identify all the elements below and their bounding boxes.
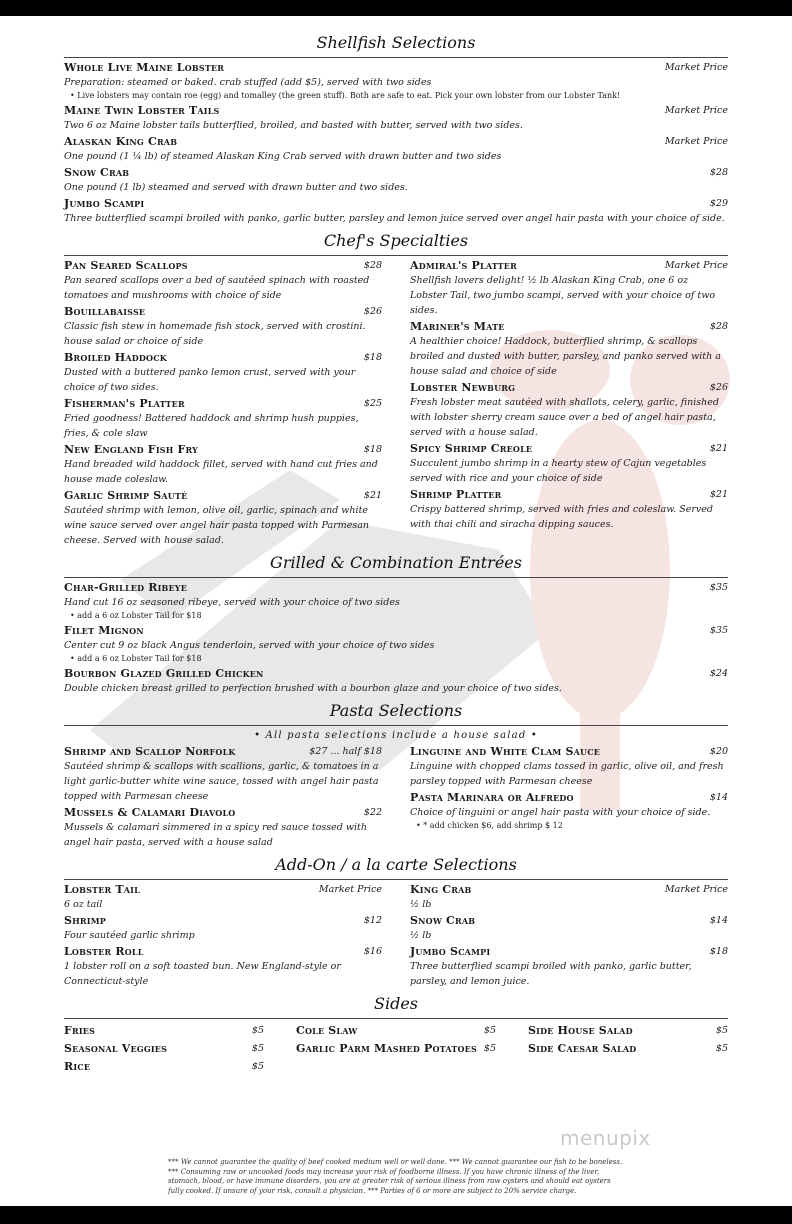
menu-item	[64, 806, 382, 850]
menupix-watermark: menupix	[560, 1126, 651, 1150]
item-name: Broiled Haddock	[64, 351, 167, 364]
item-name: Admiral's Platter	[410, 259, 517, 272]
sides-section-title: Sides	[374, 994, 418, 1013]
item-price: $26	[363, 306, 382, 317]
item-price: Market Price	[664, 884, 728, 895]
item-description: Two 6 oz Maine lobster tails butterflied, broiled, and basted with butter, served with two sides.	[64, 120, 523, 131]
menu-item	[64, 914, 382, 943]
item-description: Dusted with a buttered panko lemon crust, served with your choice of two sides.	[64, 367, 356, 393]
item-price: Market Price	[664, 136, 728, 147]
menu-item	[64, 945, 382, 989]
menu-item	[410, 883, 728, 912]
addon-section-title: Add-On / a la carte Selections	[275, 855, 517, 874]
item-description: Shellfish lovers delight! ½ lb Alaskan King Crab, one 6 oz Lobster Tail, two jumbo scampi, served with your choice of two sides.	[410, 275, 716, 316]
footer-disclaimer: *** We cannot guarantee the quality of beef cooked medium well or well done. *** We cannot guarantee our fish to be boneless. *** Consuming raw or uncooked foods may increase your risk of foodborne illness. If you have chronic illness of the liver, stomach, blood, or have immune disorders, you are at greater risk of serious illness from raw oysters and should eat oysters fully cooked. If unsure of your risk, consult a physician. *** Parties of 6 or more are subject to 20% service charge.	[168, 1158, 623, 1195]
item-name: Pasta Marinara or Alfredo	[410, 791, 574, 804]
menu-item	[64, 667, 728, 696]
item-description: Crispy battered shrimp, served with fries and coleslaw. Served with thai chili and siracha dipping sauces.	[410, 504, 713, 530]
item-note: • * add chicken $6, add shrimp $ 12	[416, 821, 563, 830]
menu-item	[410, 945, 728, 989]
pasta-columns	[64, 745, 728, 852]
item-name: Linguine and White Clam Sauce	[410, 745, 601, 758]
sides-column-1	[64, 1022, 264, 1076]
pasta-right-column	[410, 745, 728, 852]
item-price: $24	[709, 668, 728, 679]
grilled-section-title: Grilled & Combination Entrées	[270, 553, 522, 572]
section-divider	[64, 577, 728, 578]
grilled-list	[64, 581, 728, 696]
item-description: Hand breaded wild haddock fillet, served with hand cut fries and house made coleslaw.	[64, 459, 378, 485]
item-description: Linguine with chopped clams tossed in garlic, olive oil, and fresh parsley topped with Parmesan cheese	[410, 761, 724, 787]
section-divider	[64, 879, 728, 880]
item-name: Snow Crab	[410, 914, 476, 927]
item-description: ½ lb	[410, 899, 432, 910]
menu-item	[64, 61, 728, 102]
item-price: $18	[709, 946, 728, 957]
menu-item	[410, 488, 728, 532]
side-item	[528, 1022, 728, 1040]
menu-item	[410, 914, 728, 943]
item-price: $5	[715, 1043, 728, 1054]
menu-item	[64, 259, 382, 303]
item-price: $5	[251, 1061, 264, 1072]
item-price: $22	[363, 807, 382, 818]
item-description: Double chicken breast grilled to perfection brushed with a bourbon glaze and your choice of two sides.	[64, 683, 562, 694]
item-name: Lobster Tail	[64, 883, 140, 896]
item-name: Filet Mignon	[64, 624, 144, 637]
menu-item	[64, 745, 382, 804]
shellfish-list	[64, 61, 728, 226]
item-price: $18	[363, 352, 382, 363]
item-name: Alaskan King Crab	[64, 135, 178, 148]
item-description: ½ lb	[410, 930, 432, 941]
item-name: Char-Grilled Ribeye	[64, 581, 187, 594]
item-name: Garlic Shrimp Sauté	[64, 489, 188, 502]
section-divider	[64, 1018, 728, 1019]
item-price: $5	[251, 1025, 264, 1036]
item-name: Seasonal Veggies	[64, 1042, 168, 1055]
item-price: $5	[715, 1025, 728, 1036]
item-price: $35	[709, 582, 728, 593]
side-item	[64, 1058, 264, 1076]
item-description: 1 lobster roll on a soft toasted bun. New England-style or Connecticut-style	[64, 961, 341, 987]
item-price: $12	[363, 915, 382, 926]
item-price: $14	[709, 792, 728, 803]
item-price: $5	[483, 1043, 496, 1054]
menu-item	[64, 883, 382, 912]
item-name: Fries	[64, 1024, 96, 1037]
sides-column-3	[528, 1022, 728, 1076]
menu-item	[64, 166, 728, 195]
item-name: Shrimp	[64, 914, 106, 927]
menu-item	[410, 442, 728, 486]
item-description: Pan seared scallops over a bed of sautéed spinach with roasted tomatoes and mushrooms with choice of side	[64, 275, 370, 301]
item-name: Mariner's Mate	[410, 320, 505, 333]
addon-right-column	[410, 883, 728, 991]
item-description: Hand cut 16 oz seasoned ribeye, served with your choice of two sides	[64, 597, 400, 608]
item-name: King Crab	[410, 883, 472, 896]
item-description: One pound (1 lb) steamed and served with drawn butter and two sides.	[64, 182, 408, 193]
chefs-left-column	[64, 259, 382, 550]
item-price: $5	[251, 1043, 264, 1054]
shellfish-section-title: Shellfish Selections	[316, 33, 476, 52]
menu-item	[64, 489, 382, 548]
menu-item	[64, 104, 728, 133]
item-description: Mussels & calamari simmered in a spicy red sauce tossed with angel hair pasta, served with a house salad	[64, 822, 367, 848]
item-name: Snow Crab	[64, 166, 130, 179]
item-name: Whole Live Maine Lobster	[64, 61, 225, 74]
item-price: Market Price	[664, 62, 728, 73]
side-item	[528, 1040, 728, 1058]
item-note: • add a 6 oz Lobster Tail for $18	[70, 654, 202, 663]
item-description: Preparation: steamed or baked. crab stuffed (add $5), served with two sides	[64, 77, 432, 88]
menu-item	[410, 381, 728, 440]
item-price: $21	[709, 443, 728, 454]
side-item	[296, 1040, 496, 1058]
item-price: $21	[363, 490, 382, 501]
item-price: $29	[709, 198, 728, 209]
item-note: • Live lobsters may contain roe (egg) and tomalley (the green stuff). Both are safe to eat. Pick your own lobster from our Lobster Tank!	[70, 91, 621, 100]
item-price: $25	[363, 398, 382, 409]
item-description: Classic fish stew in homemade fish stock, served with crostini. house salad or choice of side	[64, 321, 366, 347]
item-note: • add a 6 oz Lobster Tail for $18	[70, 611, 202, 620]
item-name: Lobster Roll	[64, 945, 144, 958]
item-price: $27 ... half $18	[309, 746, 382, 757]
pasta-section-title: Pasta Selections	[329, 701, 463, 720]
menu-item	[64, 443, 382, 487]
item-price: $14	[709, 915, 728, 926]
menu-item	[64, 197, 728, 226]
item-name: Mussels & Calamari Diavolo	[64, 806, 236, 819]
item-description: 6 oz tail	[64, 899, 103, 910]
menu-item	[64, 581, 728, 622]
side-item	[64, 1040, 264, 1058]
section-divider	[64, 57, 728, 58]
item-description: Center cut 9 oz black Angus tenderloin, served with your choice of two sides	[64, 640, 435, 651]
pasta-left-column	[64, 745, 382, 852]
item-price: $26	[709, 382, 728, 393]
item-price: $16	[363, 946, 382, 957]
item-name: Spicy Shrimp Creole	[410, 442, 533, 455]
item-price: $21	[709, 489, 728, 500]
item-name: Fisherman's Platter	[64, 397, 185, 410]
item-price: $28	[709, 321, 728, 332]
menu-item	[410, 320, 728, 379]
item-price: $20	[709, 746, 728, 757]
item-name: Shrimp and Scallop Norfolk	[64, 745, 236, 758]
item-name: Jumbo Scampi	[410, 945, 491, 958]
menu-item	[64, 397, 382, 441]
section-divider	[64, 255, 728, 256]
item-price: $28	[709, 167, 728, 178]
item-description: One pound (1 ¼ lb) of steamed Alaskan King Crab served with drawn butter and two sides	[64, 151, 502, 162]
item-name: Side Caesar Salad	[528, 1042, 637, 1055]
item-name: New England Fish Fry	[64, 443, 199, 456]
item-price: $5	[483, 1025, 496, 1036]
menu-item	[410, 259, 728, 318]
item-description: Fresh lobster meat sautéed with shallots, celery, garlic, finished with lobster sherry cream sauce over a bed of angel hair pasta, served with a house salad.	[410, 397, 719, 438]
section-divider	[64, 725, 728, 726]
item-description: A healthier choice! Haddock, butterflied shrimp, & scallops broiled and dusted with butter, parsley, and panko served with a house salad and choice of side	[410, 336, 721, 377]
item-name: Jumbo Scampi	[64, 197, 145, 210]
chefs-columns	[64, 259, 728, 550]
sides-columns	[64, 1022, 728, 1076]
item-description: Choice of linguini or angel hair pasta with your choice of side.	[410, 807, 711, 818]
item-description: Three butterflied scampi broiled with panko, garlic butter, parsley and lemon juice served over angel hair pasta with your choice of side.	[64, 213, 725, 224]
item-name: Bourbon Glazed Grilled Chicken	[64, 667, 264, 680]
chefs-right-column	[410, 259, 728, 550]
item-price: $18	[363, 444, 382, 455]
pasta-salad-note: • All pasta selections include a house salad •	[254, 730, 538, 741]
item-name: Rice	[64, 1060, 91, 1073]
item-description: Four sautéed garlic shrimp	[64, 930, 195, 941]
item-name: Cole Slaw	[296, 1024, 358, 1037]
item-name: Bouillabaisse	[64, 305, 146, 318]
item-price: Market Price	[318, 884, 382, 895]
item-description: Sautéed shrimp & scallops with scallions, garlic, & tomatoes in a light garlic-butter white wine sauce, tossed with angel hair pasta topped with Parmesan cheese	[64, 761, 379, 802]
item-name: Side House Salad	[528, 1024, 633, 1037]
item-name: Maine Twin Lobster Tails	[64, 104, 220, 117]
item-price: Market Price	[664, 260, 728, 271]
menu-item	[64, 624, 728, 665]
side-item	[296, 1022, 496, 1040]
item-name: Pan Seared Scallops	[64, 259, 188, 272]
item-price: $35	[709, 625, 728, 636]
top-black-bar	[0, 0, 792, 16]
item-description: Sautéed shrimp with lemon, olive oil, garlic, spinach and white wine sauce served over angel hair pasta topped with Parmesan cheese. Served with house salad.	[64, 505, 370, 546]
addon-left-column	[64, 883, 382, 991]
menu-item	[410, 791, 728, 832]
menu-item	[410, 745, 728, 789]
item-description: Three butterflied scampi broiled with panko, garlic butter, parsley, and lemon juice.	[410, 961, 692, 987]
item-price: $28	[363, 260, 382, 271]
item-description: Succulent jumbo shrimp in a hearty stew of Cajun vegetables served with rice and your choice of side	[410, 458, 707, 484]
menu-page	[64, 30, 728, 1076]
menu-item	[64, 351, 382, 395]
item-description: Fried goodness! Battered haddock and shrimp hush puppies, fries, & cole slaw	[64, 413, 359, 439]
menu-item	[64, 135, 728, 164]
menu-item	[64, 305, 382, 349]
item-name: Garlic Parm Mashed Potatoes	[296, 1042, 477, 1055]
bottom-black-bar	[0, 1206, 792, 1224]
item-name: Lobster Newburg	[410, 381, 516, 394]
sides-column-2	[296, 1022, 496, 1076]
chefs-section-title: Chef's Specialties	[323, 231, 469, 250]
item-name: Shrimp Platter	[410, 488, 502, 501]
item-price: Market Price	[664, 105, 728, 116]
addon-columns	[64, 883, 728, 991]
side-item	[64, 1022, 264, 1040]
